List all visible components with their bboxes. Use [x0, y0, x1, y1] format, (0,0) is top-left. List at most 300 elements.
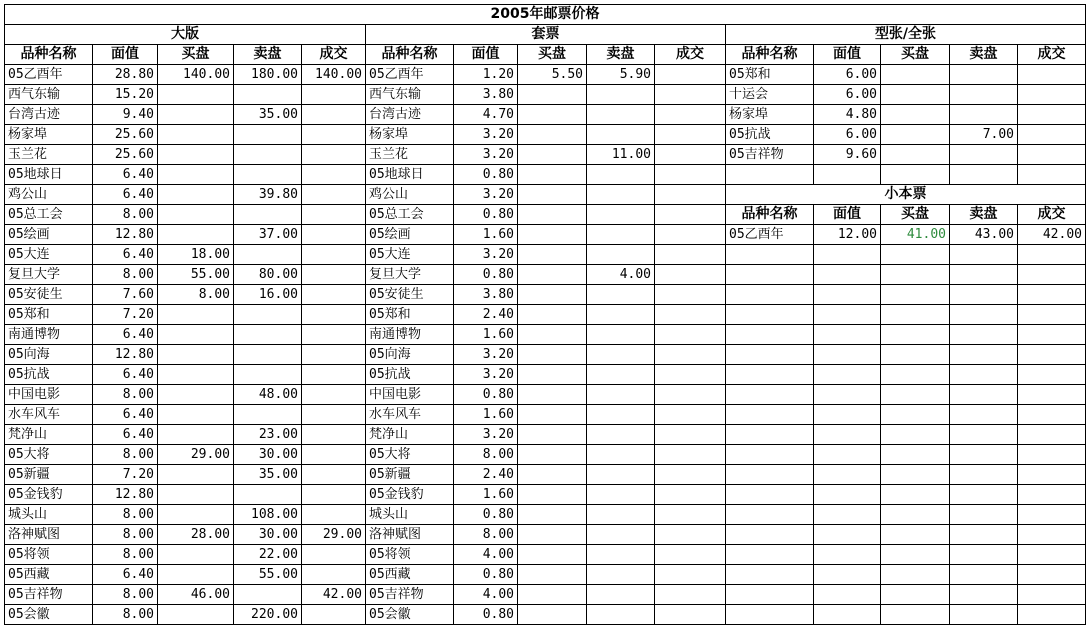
- daban-cell[interactable]: [302, 205, 366, 225]
- xiaobenpiao-empty-cell[interactable]: [881, 405, 950, 425]
- taopiao-cell[interactable]: 4.00: [454, 545, 518, 565]
- taopiao-column-header[interactable]: 成交: [655, 45, 726, 65]
- daban-cell[interactable]: [234, 145, 302, 165]
- xingzhang-column-header[interactable]: 卖盘: [950, 45, 1018, 65]
- daban-cell[interactable]: [234, 585, 302, 605]
- taopiao-cell[interactable]: 3.80: [454, 85, 518, 105]
- daban-cell[interactable]: 48.00: [234, 385, 302, 405]
- xiaobenpiao-empty-cell[interactable]: [950, 525, 1018, 545]
- taopiao-cell[interactable]: 台湾古迹: [366, 105, 454, 125]
- xingzhang-cell[interactable]: 05抗战: [726, 125, 814, 145]
- daban-cell[interactable]: 05西藏: [5, 565, 93, 585]
- taopiao-cell[interactable]: [655, 165, 726, 185]
- taopiao-cell[interactable]: [518, 545, 587, 565]
- xingzhang-cell[interactable]: [1018, 85, 1086, 105]
- xingzhang-cell[interactable]: [726, 165, 814, 185]
- taopiao-cell[interactable]: [655, 485, 726, 505]
- xiaobenpiao-empty-cell[interactable]: [1018, 265, 1086, 285]
- taopiao-cell[interactable]: 2.40: [454, 465, 518, 485]
- daban-cell[interactable]: [234, 125, 302, 145]
- daban-cell[interactable]: 28.00: [158, 525, 234, 545]
- daban-cell[interactable]: 22.00: [234, 545, 302, 565]
- daban-cell[interactable]: [158, 405, 234, 425]
- daban-cell[interactable]: 05金钱豹: [5, 485, 93, 505]
- daban-cell[interactable]: 8.00: [158, 285, 234, 305]
- xiaobenpiao-empty-cell[interactable]: [814, 445, 881, 465]
- daban-cell[interactable]: 6.40: [93, 185, 158, 205]
- xiaobenpiao-empty-cell[interactable]: [1018, 245, 1086, 265]
- xiaobenpiao-empty-cell[interactable]: [950, 305, 1018, 325]
- daban-cell[interactable]: [158, 125, 234, 145]
- daban-cell[interactable]: 6.40: [93, 405, 158, 425]
- taopiao-cell[interactable]: [655, 345, 726, 365]
- xiaobenpiao-empty-cell[interactable]: [726, 445, 814, 465]
- taopiao-cell[interactable]: [518, 385, 587, 405]
- xingzhang-cell[interactable]: [881, 105, 950, 125]
- xiaobenpiao-empty-cell[interactable]: [726, 425, 814, 445]
- taopiao-cell[interactable]: 0.80: [454, 605, 518, 625]
- daban-cell[interactable]: 25.60: [93, 125, 158, 145]
- taopiao-cell[interactable]: 洛神赋图: [366, 525, 454, 545]
- daban-cell[interactable]: 05吉祥物: [5, 585, 93, 605]
- taopiao-cell[interactable]: 3.20: [454, 185, 518, 205]
- taopiao-cell[interactable]: [587, 545, 655, 565]
- taopiao-cell[interactable]: 1.60: [454, 225, 518, 245]
- taopiao-cell[interactable]: 05抗战: [366, 365, 454, 385]
- xiaobenpiao-empty-cell[interactable]: [950, 585, 1018, 605]
- taopiao-cell[interactable]: [655, 285, 726, 305]
- xingzhang-cell[interactable]: 十运会: [726, 85, 814, 105]
- daban-cell[interactable]: [302, 405, 366, 425]
- taopiao-cell[interactable]: [655, 385, 726, 405]
- daban-cell[interactable]: [234, 365, 302, 385]
- taopiao-cell[interactable]: [587, 305, 655, 325]
- daban-cell[interactable]: 39.80: [234, 185, 302, 205]
- daban-cell[interactable]: [158, 85, 234, 105]
- daban-cell[interactable]: [302, 565, 366, 585]
- taopiao-cell[interactable]: 0.80: [454, 385, 518, 405]
- xiaobenpiao-empty-cell[interactable]: [814, 265, 881, 285]
- daban-cell[interactable]: 8.00: [93, 445, 158, 465]
- daban-cell[interactable]: [234, 405, 302, 425]
- taopiao-cell[interactable]: [655, 145, 726, 165]
- xiaobenpiao-empty-cell[interactable]: [1018, 285, 1086, 305]
- xiaobenpiao-empty-cell[interactable]: [726, 325, 814, 345]
- daban-cell[interactable]: 05总工会: [5, 205, 93, 225]
- xiaobenpiao-empty-cell[interactable]: [881, 285, 950, 305]
- taopiao-cell[interactable]: [518, 565, 587, 585]
- daban-cell[interactable]: 05绘画: [5, 225, 93, 245]
- taopiao-cell[interactable]: [518, 265, 587, 285]
- daban-cell[interactable]: 220.00: [234, 605, 302, 625]
- xingzhang-cell[interactable]: 4.80: [814, 105, 881, 125]
- daban-cell[interactable]: 台湾古迹: [5, 105, 93, 125]
- xiaobenpiao-cell[interactable]: 05乙酉年: [726, 225, 814, 245]
- xiaobenpiao-empty-cell[interactable]: [814, 565, 881, 585]
- xiaobenpiao-empty-cell[interactable]: [881, 385, 950, 405]
- taopiao-cell[interactable]: [655, 105, 726, 125]
- xiaobenpiao-empty-cell[interactable]: [950, 505, 1018, 525]
- daban-cell[interactable]: 55.00: [234, 565, 302, 585]
- daban-cell[interactable]: 7.20: [93, 305, 158, 325]
- daban-column-header[interactable]: 买盘: [158, 45, 234, 65]
- daban-cell[interactable]: 16.00: [234, 285, 302, 305]
- taopiao-cell[interactable]: [655, 585, 726, 605]
- taopiao-cell[interactable]: 1.60: [454, 485, 518, 505]
- taopiao-cell[interactable]: 2.40: [454, 305, 518, 325]
- xiaobenpiao-empty-cell[interactable]: [814, 585, 881, 605]
- daban-cell[interactable]: 23.00: [234, 425, 302, 445]
- xingzhang-cell[interactable]: [950, 105, 1018, 125]
- xiaobenpiao-empty-cell[interactable]: [1018, 425, 1086, 445]
- taopiao-cell[interactable]: 杨家埠: [366, 125, 454, 145]
- taopiao-cell[interactable]: 3.20: [454, 245, 518, 265]
- daban-cell[interactable]: [234, 345, 302, 365]
- daban-column-header[interactable]: 面值: [93, 45, 158, 65]
- xingzhang-cell[interactable]: 6.00: [814, 85, 881, 105]
- daban-cell[interactable]: 37.00: [234, 225, 302, 245]
- taopiao-column-header[interactable]: 买盘: [518, 45, 587, 65]
- daban-cell[interactable]: [302, 165, 366, 185]
- taopiao-cell[interactable]: [655, 425, 726, 445]
- taopiao-cell[interactable]: [655, 565, 726, 585]
- taopiao-cell[interactable]: [655, 245, 726, 265]
- daban-column-header[interactable]: 成交: [302, 45, 366, 65]
- daban-cell[interactable]: [234, 305, 302, 325]
- taopiao-cell[interactable]: [587, 505, 655, 525]
- xiaobenpiao-empty-cell[interactable]: [1018, 365, 1086, 385]
- xiaobenpiao-empty-cell[interactable]: [1018, 585, 1086, 605]
- xiaobenpiao-empty-cell[interactable]: [726, 465, 814, 485]
- taopiao-cell[interactable]: 4.70: [454, 105, 518, 125]
- taopiao-cell[interactable]: [587, 125, 655, 145]
- taopiao-column-header[interactable]: 面值: [454, 45, 518, 65]
- taopiao-cell[interactable]: [518, 585, 587, 605]
- section-daban[interactable]: 大版: [5, 25, 366, 45]
- xiaobenpiao-empty-cell[interactable]: [726, 565, 814, 585]
- xiaobenpiao-empty-cell[interactable]: [950, 345, 1018, 365]
- taopiao-cell[interactable]: [518, 285, 587, 305]
- taopiao-cell[interactable]: 3.80: [454, 285, 518, 305]
- daban-cell[interactable]: [302, 105, 366, 125]
- daban-cell[interactable]: [302, 605, 366, 625]
- daban-cell[interactable]: [158, 605, 234, 625]
- taopiao-cell[interactable]: 05向海: [366, 345, 454, 365]
- taopiao-cell[interactable]: 3.20: [454, 145, 518, 165]
- daban-cell[interactable]: 05郑和: [5, 305, 93, 325]
- taopiao-cell[interactable]: 05新疆: [366, 465, 454, 485]
- daban-cell[interactable]: [158, 225, 234, 245]
- xiaobenpiao-empty-cell[interactable]: [881, 365, 950, 385]
- taopiao-cell[interactable]: [518, 205, 587, 225]
- daban-cell[interactable]: [158, 545, 234, 565]
- xingzhang-cell[interactable]: [881, 65, 950, 85]
- taopiao-cell[interactable]: [518, 445, 587, 465]
- sheet-title[interactable]: 2005年邮票价格: [5, 5, 1086, 25]
- daban-cell[interactable]: [158, 345, 234, 365]
- xiaobenpiao-empty-cell[interactable]: [881, 445, 950, 465]
- taopiao-cell[interactable]: 3.20: [454, 365, 518, 385]
- daban-cell[interactable]: [302, 285, 366, 305]
- xiaobenpiao-empty-cell[interactable]: [881, 305, 950, 325]
- taopiao-cell[interactable]: 8.00: [454, 445, 518, 465]
- xingzhang-cell[interactable]: [814, 165, 881, 185]
- xiaobenpiao-empty-cell[interactable]: [726, 545, 814, 565]
- taopiao-cell[interactable]: [655, 125, 726, 145]
- taopiao-cell[interactable]: 中国电影: [366, 385, 454, 405]
- xiaobenpiao-cell[interactable]: 43.00: [950, 225, 1018, 245]
- taopiao-cell[interactable]: 0.80: [454, 565, 518, 585]
- daban-cell[interactable]: 30.00: [234, 525, 302, 545]
- xiaobenpiao-empty-cell[interactable]: [881, 465, 950, 485]
- taopiao-cell[interactable]: [587, 585, 655, 605]
- daban-cell[interactable]: [302, 265, 366, 285]
- daban-cell[interactable]: 46.00: [158, 585, 234, 605]
- daban-cell[interactable]: 杨家埠: [5, 125, 93, 145]
- xiaobenpiao-cell[interactable]: 42.00: [1018, 225, 1086, 245]
- taopiao-cell[interactable]: [518, 345, 587, 365]
- daban-cell[interactable]: 8.00: [93, 525, 158, 545]
- xiaobenpiao-empty-cell[interactable]: [726, 345, 814, 365]
- taopiao-cell[interactable]: [587, 565, 655, 585]
- daban-cell[interactable]: 鸡公山: [5, 185, 93, 205]
- taopiao-cell[interactable]: 1.60: [454, 405, 518, 425]
- xiaobenpiao-empty-cell[interactable]: [814, 245, 881, 265]
- taopiao-cell[interactable]: 05会徽: [366, 605, 454, 625]
- taopiao-cell[interactable]: 0.80: [454, 265, 518, 285]
- daban-cell[interactable]: 6.40: [93, 365, 158, 385]
- daban-cell[interactable]: [158, 565, 234, 585]
- daban-cell[interactable]: [302, 85, 366, 105]
- xiaobenpiao-empty-cell[interactable]: [950, 565, 1018, 585]
- daban-cell[interactable]: 140.00: [302, 65, 366, 85]
- xiaobenpiao-empty-cell[interactable]: [950, 545, 1018, 565]
- daban-cell[interactable]: [302, 445, 366, 465]
- xingzhang-cell[interactable]: 9.60: [814, 145, 881, 165]
- taopiao-cell[interactable]: 鸡公山: [366, 185, 454, 205]
- xiaobenpiao-empty-cell[interactable]: [1018, 385, 1086, 405]
- xingzhang-column-header[interactable]: 品种名称: [726, 45, 814, 65]
- daban-cell[interactable]: 8.00: [93, 265, 158, 285]
- xingzhang-cell[interactable]: [1018, 145, 1086, 165]
- daban-cell[interactable]: 05将领: [5, 545, 93, 565]
- taopiao-cell[interactable]: [518, 505, 587, 525]
- taopiao-cell[interactable]: [655, 205, 726, 225]
- daban-cell[interactable]: [234, 485, 302, 505]
- taopiao-cell[interactable]: 4.00: [587, 265, 655, 285]
- xiaobenpiao-empty-cell[interactable]: [726, 265, 814, 285]
- xiaobenpiao-empty-cell[interactable]: [814, 345, 881, 365]
- xiaobenpiao-empty-cell[interactable]: [1018, 345, 1086, 365]
- daban-cell[interactable]: 15.20: [93, 85, 158, 105]
- daban-cell[interactable]: [234, 165, 302, 185]
- daban-cell[interactable]: [302, 145, 366, 165]
- daban-cell[interactable]: [302, 385, 366, 405]
- xiaobenpiao-empty-cell[interactable]: [814, 385, 881, 405]
- xiaobenpiao-empty-cell[interactable]: [950, 285, 1018, 305]
- daban-cell[interactable]: 6.40: [93, 325, 158, 345]
- daban-cell[interactable]: 8.00: [93, 205, 158, 225]
- daban-cell[interactable]: 29.00: [302, 525, 366, 545]
- daban-cell[interactable]: 9.40: [93, 105, 158, 125]
- xiaobenpiao-column-header[interactable]: 成交: [1018, 205, 1086, 225]
- taopiao-cell[interactable]: [655, 225, 726, 245]
- daban-cell[interactable]: 7.20: [93, 465, 158, 485]
- taopiao-cell[interactable]: [587, 425, 655, 445]
- daban-cell[interactable]: 水车风车: [5, 405, 93, 425]
- taopiao-cell[interactable]: 0.80: [454, 505, 518, 525]
- daban-cell[interactable]: [158, 465, 234, 485]
- daban-cell[interactable]: 城头山: [5, 505, 93, 525]
- xingzhang-cell[interactable]: [1018, 65, 1086, 85]
- taopiao-cell[interactable]: [655, 65, 726, 85]
- taopiao-cell[interactable]: [587, 405, 655, 425]
- xiaobenpiao-empty-cell[interactable]: [950, 245, 1018, 265]
- xiaobenpiao-empty-cell[interactable]: [881, 245, 950, 265]
- xingzhang-column-header[interactable]: 买盘: [881, 45, 950, 65]
- xingzhang-cell[interactable]: 05郑和: [726, 65, 814, 85]
- taopiao-cell[interactable]: [587, 105, 655, 125]
- daban-cell[interactable]: 05抗战: [5, 365, 93, 385]
- daban-cell[interactable]: 复旦大学: [5, 265, 93, 285]
- taopiao-cell[interactable]: [518, 325, 587, 345]
- taopiao-cell[interactable]: [587, 165, 655, 185]
- xiaobenpiao-empty-cell[interactable]: [881, 485, 950, 505]
- taopiao-cell[interactable]: [518, 105, 587, 125]
- taopiao-cell[interactable]: 11.00: [587, 145, 655, 165]
- xingzhang-cell[interactable]: [1018, 105, 1086, 125]
- taopiao-cell[interactable]: [587, 485, 655, 505]
- xiaobenpiao-empty-cell[interactable]: [881, 585, 950, 605]
- daban-cell[interactable]: [302, 485, 366, 505]
- daban-cell[interactable]: 8.00: [93, 385, 158, 405]
- xiaobenpiao-empty-cell[interactable]: [726, 365, 814, 385]
- taopiao-cell[interactable]: [587, 185, 655, 205]
- daban-cell[interactable]: 30.00: [234, 445, 302, 465]
- taopiao-column-header[interactable]: 品种名称: [366, 45, 454, 65]
- taopiao-cell[interactable]: [518, 185, 587, 205]
- daban-cell[interactable]: 05向海: [5, 345, 93, 365]
- taopiao-cell[interactable]: 05绘画: [366, 225, 454, 245]
- taopiao-column-header[interactable]: 卖盘: [587, 45, 655, 65]
- xiaobenpiao-empty-cell[interactable]: [1018, 505, 1086, 525]
- taopiao-cell[interactable]: [587, 525, 655, 545]
- taopiao-cell[interactable]: [587, 285, 655, 305]
- taopiao-cell[interactable]: 南通博物: [366, 325, 454, 345]
- daban-cell[interactable]: [158, 505, 234, 525]
- taopiao-cell[interactable]: 5.90: [587, 65, 655, 85]
- daban-cell[interactable]: [302, 225, 366, 245]
- daban-cell[interactable]: [234, 85, 302, 105]
- taopiao-cell[interactable]: 玉兰花: [366, 145, 454, 165]
- taopiao-cell[interactable]: [518, 225, 587, 245]
- taopiao-cell[interactable]: 05西藏: [366, 565, 454, 585]
- daban-cell[interactable]: 35.00: [234, 105, 302, 125]
- taopiao-cell[interactable]: [655, 405, 726, 425]
- xiaobenpiao-empty-cell[interactable]: [726, 485, 814, 505]
- daban-cell[interactable]: [158, 145, 234, 165]
- daban-cell[interactable]: 42.00: [302, 585, 366, 605]
- daban-cell[interactable]: 12.80: [93, 485, 158, 505]
- xiaobenpiao-empty-cell[interactable]: [814, 365, 881, 385]
- taopiao-cell[interactable]: [518, 405, 587, 425]
- taopiao-cell[interactable]: 水车风车: [366, 405, 454, 425]
- daban-cell[interactable]: [302, 365, 366, 385]
- xiaobenpiao-empty-cell[interactable]: [1018, 465, 1086, 485]
- section-xingzhang[interactable]: 型张/全张: [726, 25, 1086, 45]
- taopiao-cell[interactable]: [587, 385, 655, 405]
- xiaobenpiao-empty-cell[interactable]: [950, 405, 1018, 425]
- daban-cell[interactable]: 中国电影: [5, 385, 93, 405]
- taopiao-cell[interactable]: 0.80: [454, 165, 518, 185]
- xiaobenpiao-empty-cell[interactable]: [814, 605, 881, 625]
- daban-cell[interactable]: 6.40: [93, 165, 158, 185]
- xiaobenpiao-empty-cell[interactable]: [1018, 605, 1086, 625]
- taopiao-cell[interactable]: [655, 265, 726, 285]
- daban-cell[interactable]: 05乙酉年: [5, 65, 93, 85]
- daban-cell[interactable]: 180.00: [234, 65, 302, 85]
- xiaobenpiao-empty-cell[interactable]: [950, 365, 1018, 385]
- xingzhang-cell[interactable]: [881, 145, 950, 165]
- taopiao-cell[interactable]: 1.20: [454, 65, 518, 85]
- xiaobenpiao-column-header[interactable]: 卖盘: [950, 205, 1018, 225]
- daban-cell[interactable]: [158, 365, 234, 385]
- xiaobenpiao-empty-cell[interactable]: [814, 485, 881, 505]
- daban-cell[interactable]: 05大连: [5, 245, 93, 265]
- daban-cell[interactable]: 05大将: [5, 445, 93, 465]
- daban-cell[interactable]: 05会徽: [5, 605, 93, 625]
- xiaobenpiao-empty-cell[interactable]: [814, 325, 881, 345]
- xiaobenpiao-empty-cell[interactable]: [950, 425, 1018, 445]
- xiaobenpiao-empty-cell[interactable]: [881, 605, 950, 625]
- daban-cell[interactable]: 05安徒生: [5, 285, 93, 305]
- daban-cell[interactable]: [302, 545, 366, 565]
- taopiao-cell[interactable]: [587, 605, 655, 625]
- daban-cell[interactable]: [158, 165, 234, 185]
- daban-column-header[interactable]: 卖盘: [234, 45, 302, 65]
- daban-cell[interactable]: 140.00: [158, 65, 234, 85]
- taopiao-cell[interactable]: 3.20: [454, 425, 518, 445]
- taopiao-cell[interactable]: 05郑和: [366, 305, 454, 325]
- xingzhang-cell[interactable]: [950, 65, 1018, 85]
- xiaobenpiao-cell[interactable]: 12.00: [814, 225, 881, 245]
- xingzhang-cell[interactable]: [950, 165, 1018, 185]
- daban-cell[interactable]: 西气东输: [5, 85, 93, 105]
- xiaobenpiao-empty-cell[interactable]: [814, 525, 881, 545]
- taopiao-cell[interactable]: [587, 205, 655, 225]
- taopiao-cell[interactable]: 西气东输: [366, 85, 454, 105]
- daban-cell[interactable]: [158, 185, 234, 205]
- daban-cell[interactable]: 8.00: [93, 585, 158, 605]
- xiaobenpiao-empty-cell[interactable]: [1018, 525, 1086, 545]
- xingzhang-cell[interactable]: [1018, 165, 1086, 185]
- xiaobenpiao-empty-cell[interactable]: [726, 385, 814, 405]
- xiaobenpiao-empty-cell[interactable]: [726, 245, 814, 265]
- xiaobenpiao-empty-cell[interactable]: [726, 505, 814, 525]
- daban-cell[interactable]: [234, 245, 302, 265]
- xiaobenpiao-empty-cell[interactable]: [1018, 565, 1086, 585]
- daban-cell[interactable]: 55.00: [158, 265, 234, 285]
- daban-cell[interactable]: 108.00: [234, 505, 302, 525]
- taopiao-cell[interactable]: 05金钱豹: [366, 485, 454, 505]
- xiaobenpiao-empty-cell[interactable]: [814, 305, 881, 325]
- taopiao-cell[interactable]: [518, 145, 587, 165]
- taopiao-cell[interactable]: [518, 465, 587, 485]
- taopiao-cell[interactable]: [655, 85, 726, 105]
- taopiao-cell[interactable]: [518, 365, 587, 385]
- daban-cell[interactable]: [302, 185, 366, 205]
- xingzhang-cell[interactable]: 05吉祥物: [726, 145, 814, 165]
